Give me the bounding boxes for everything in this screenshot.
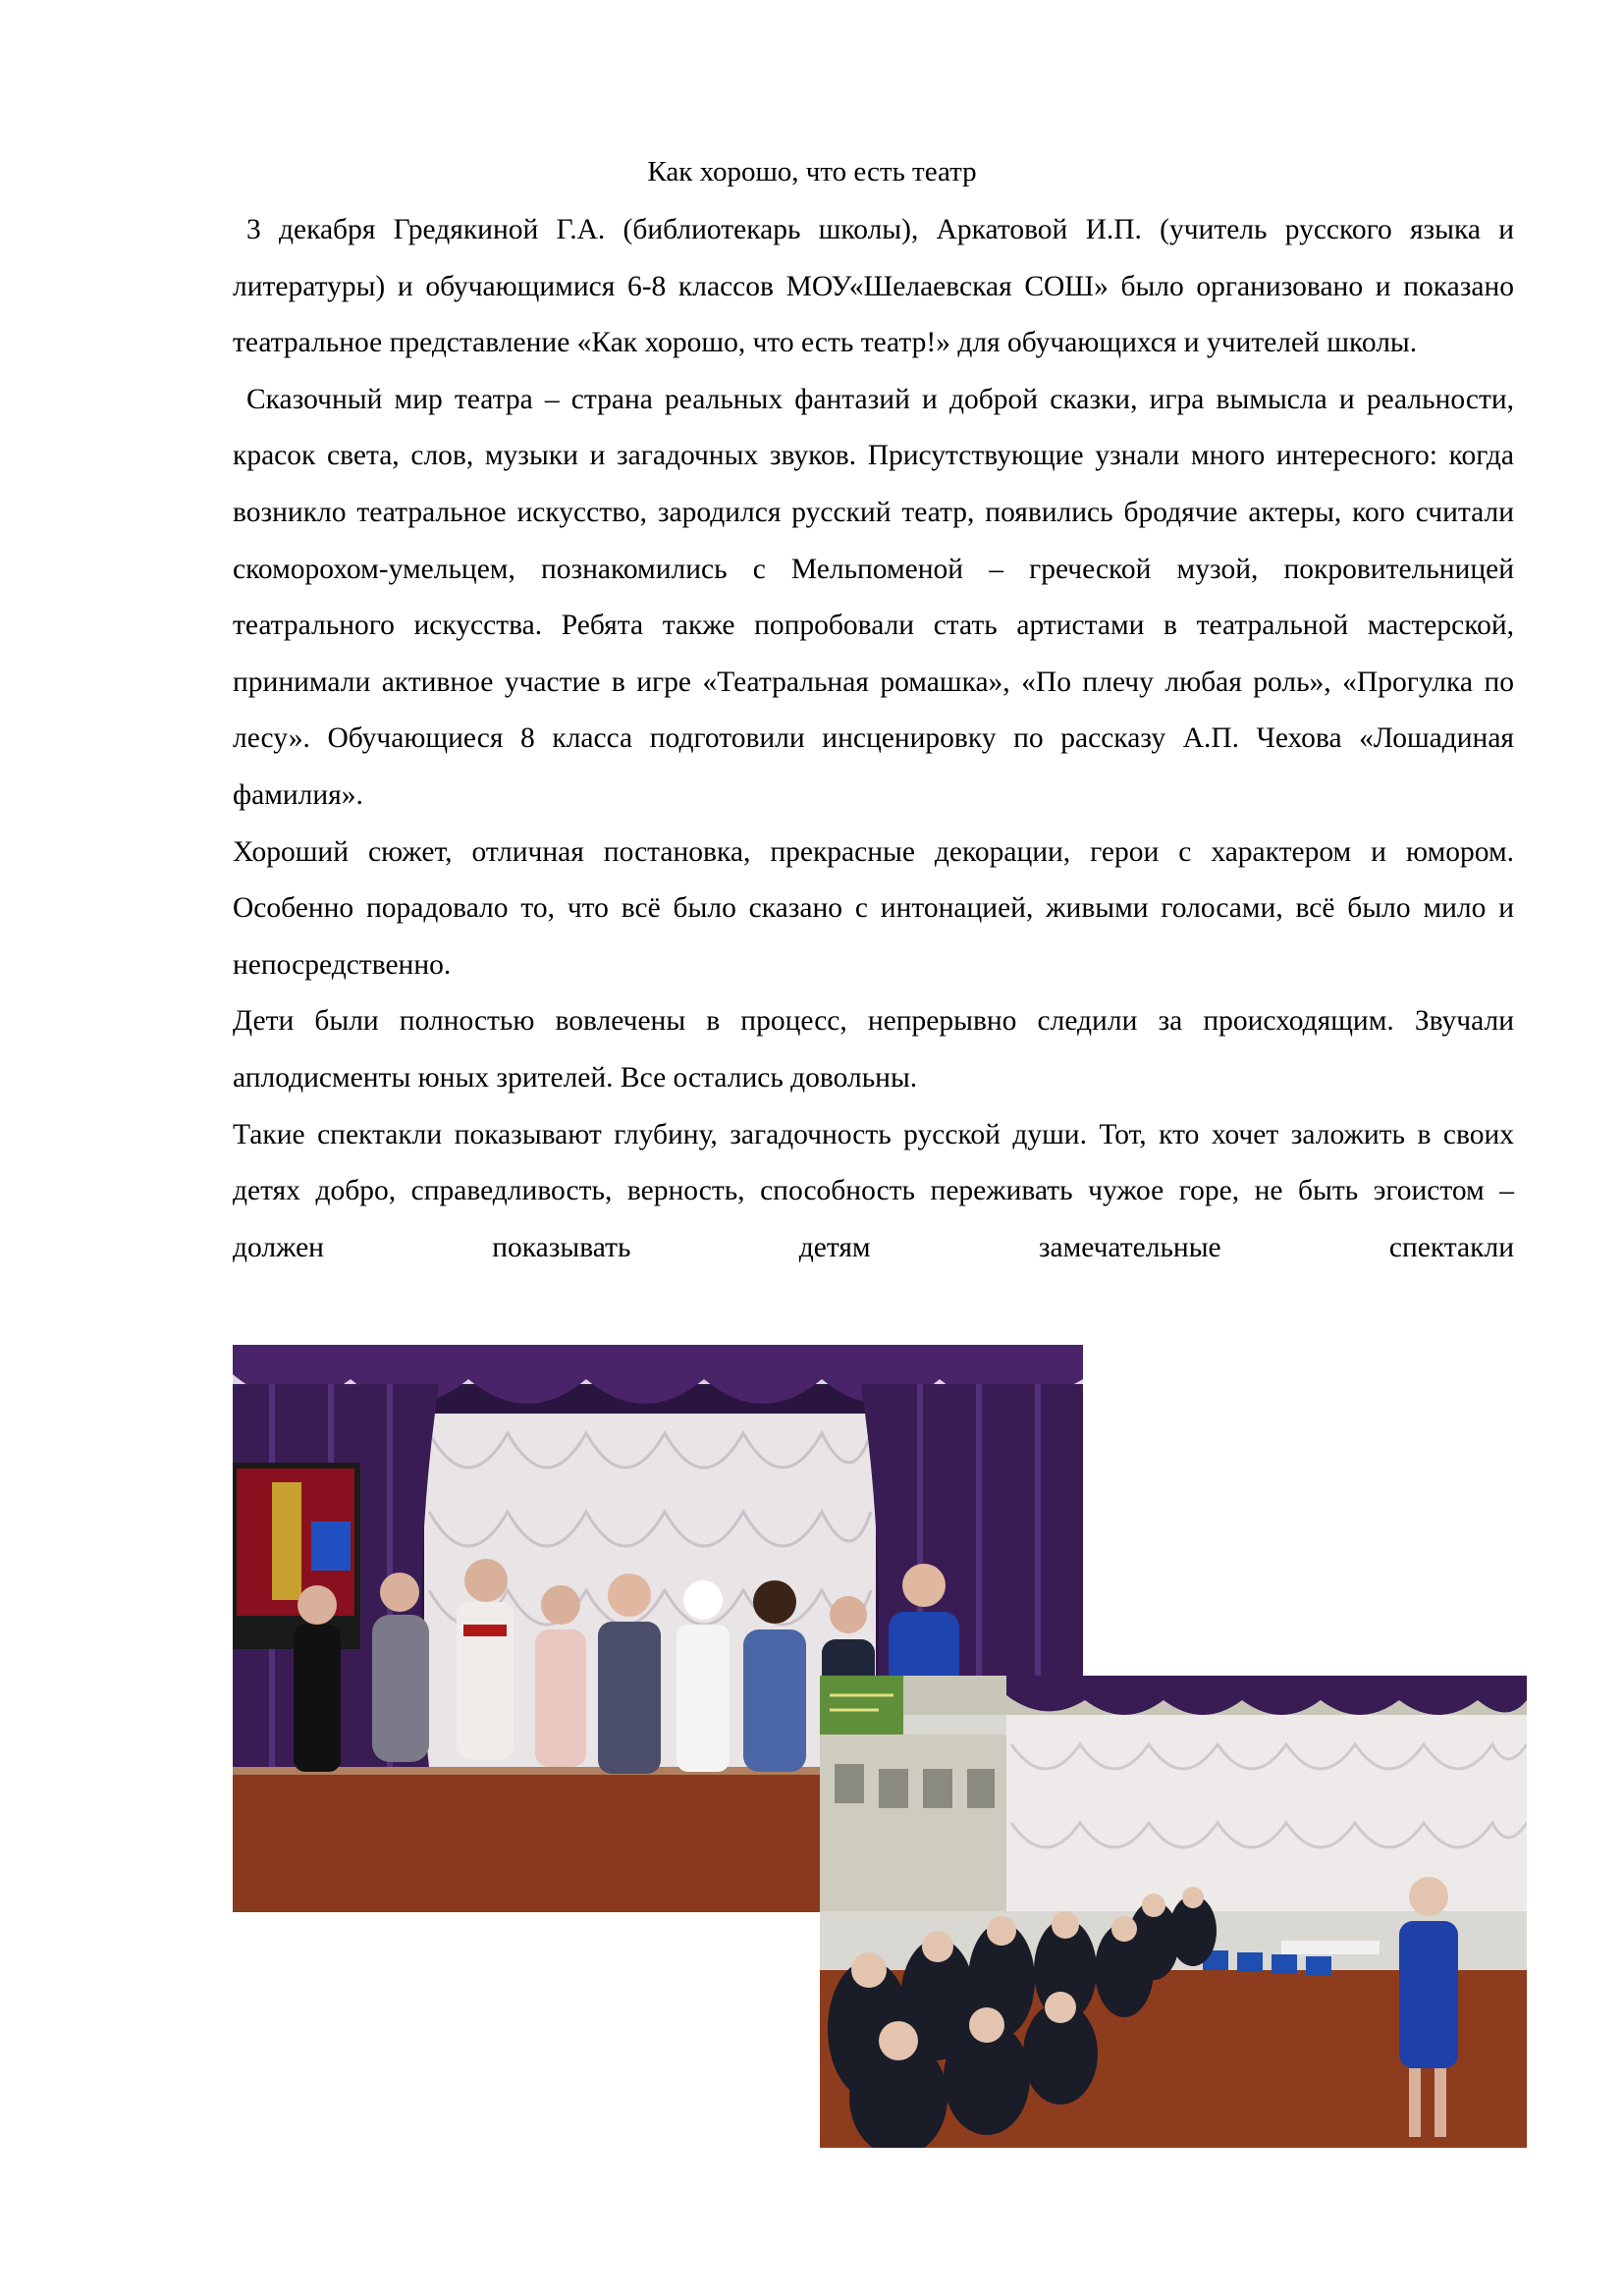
- audience-hall-photo: [820, 1676, 1527, 2148]
- paragraph-performance-review: Хороший сюжет, отличная постановка, прекрасные декорации, герои с характером и юмором. Особенно порадовало то, что всё было сказано с интонацией, живыми голосами, всё было мило и непосредственно.: [233, 835, 1514, 981]
- paragraph-intro: 3 декабря Гредякиной Г.А. (библиотекарь школы), Аркатовой И.П. (учитель русского языка и литературы) и обучающимися 6-8 классов МОУ«Шелаевская СОШ» было организовано и показано театральное представление «Как хорошо, что есть театр!» для обучающихся и учителей школы.: [233, 214, 1514, 359]
- article-body: [233, 202, 1514, 1276]
- page-title: Как хорошо, что есть театр: [647, 156, 977, 187]
- paragraph-conclusion: Такие спектакли показывают глубину, загадочность русской души. Тот, кто хочет заложить в своих детях добро, справедливость, верность, способность переживать чужое горе, не быть эгоистом – должен показывать детям замечательные спектакли: [233, 1118, 1514, 1263]
- paragraph-theatre-world: Сказочный мир театра – страна реальных фантазий и доброй сказки, игра вымысла и реальности, красок света, слов, музыки и загадочных звуков. Присутствующие узнали много интересного: когда возникло театральное искусство, зародился русский театр, появились бродячие актеры, кого считали скоморохом-умельцем, познакомились с Мельпоменой – греческой музой, покровительницей театрального искусства. Ребята также попробовали стать артистами в театральной мастерской, принимали активное участие в игре «Театральная ромашка», «По плечу любая роль», «Прогулка по лесу». Обучающиеся 8 класса подготовили инсценировку по рассказу А.П. Чехова «Лошадиная фамилия».: [233, 383, 1514, 811]
- paragraph-audience-reaction: Дети были полностью вовлечены в процесс, непрерывно следили за происходящим. Звучали аплодисменты юных зрителей. Все остались довольны.: [233, 1005, 1514, 1094]
